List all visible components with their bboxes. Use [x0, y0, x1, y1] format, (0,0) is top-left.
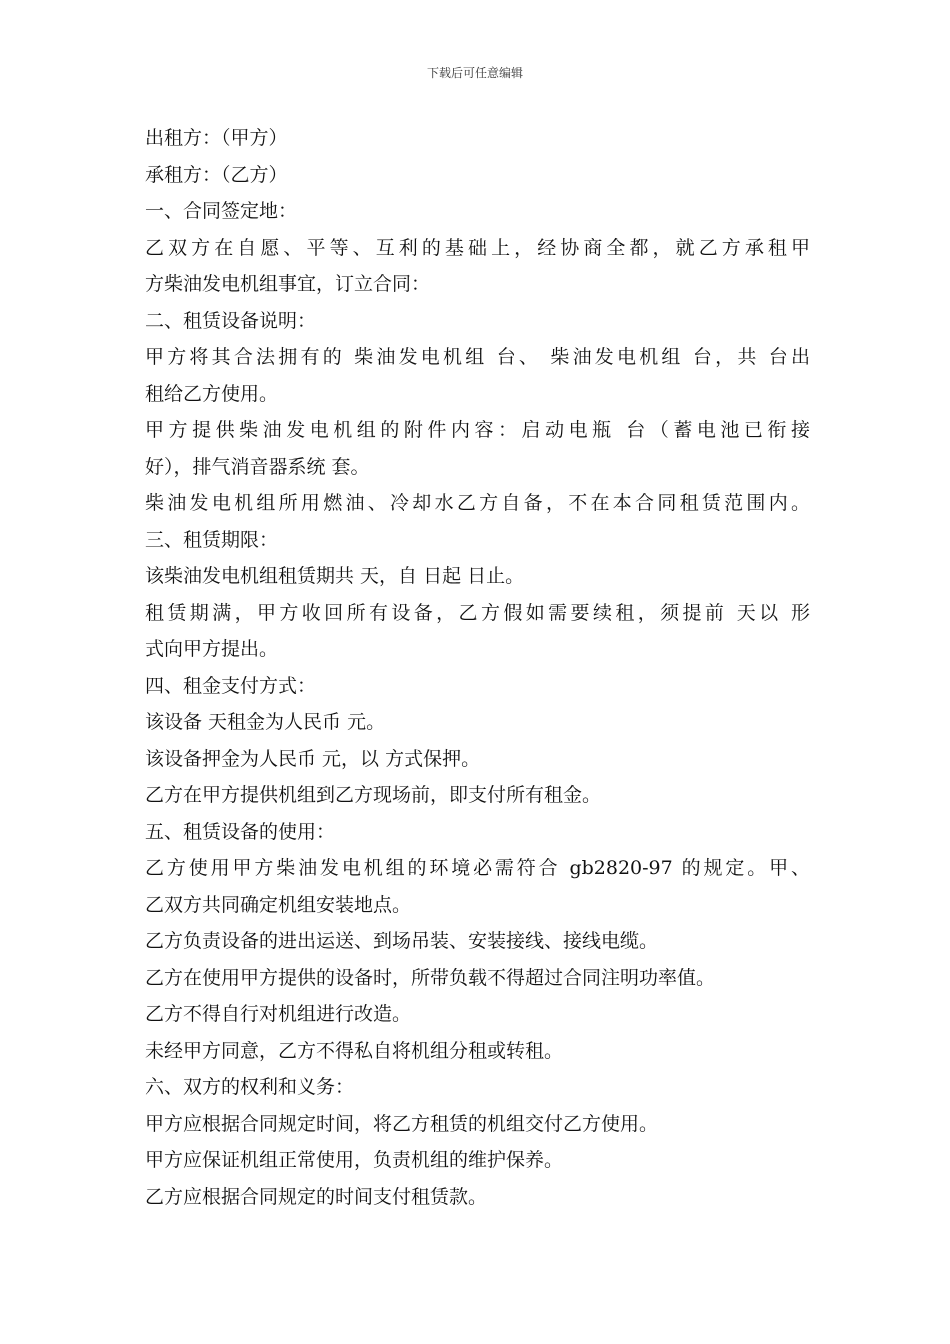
document-line: 乙双方在自愿、平等、互利的基础上，经协商全都，就乙方承租甲 [145, 236, 810, 259]
page-header-note: 下载后可任意编辑 [426, 66, 523, 80]
document-line: 方柴油发电机组事宜，订立合同： [145, 273, 431, 295]
document-line: 租赁期满，甲方收回所有设备，乙方假如需要续租，须提前 天以 形 [145, 601, 810, 624]
document-line: 乙方不得自行对机组进行改造。 [145, 1003, 412, 1025]
document-body [145, 120, 810, 1215]
document-line: 乙方在甲方提供机组到乙方现场前，即支付所有租金。 [145, 784, 602, 806]
document-line: 柴油发电机组所用燃油、冷却水乙方自备，不在本合同租赁范围内。 [145, 492, 810, 514]
section-heading: 三、租赁期限： [145, 528, 279, 551]
document-line: 未经甲方同意，乙方不得私自将机组分租或转租。 [145, 1039, 564, 1062]
document-line: 乙方应根据合同规定的时间支付租赁款。 [145, 1185, 488, 1208]
document-line: 乙双方共同确定机组安装地点。 [145, 893, 412, 916]
document-line: 乙方使用甲方柴油发电机组的环境必需符合 gb2820-97 的规定。甲、 [145, 857, 810, 879]
document-line: 好），排气消音器系统 套。 [145, 455, 370, 478]
document-line: 甲方应根据合同规定时间，将乙方租赁的机组交付乙方使用。 [145, 1112, 659, 1135]
section-heading: 一、合同签定地： [145, 200, 298, 222]
section-heading: 五、租赁设备的使用： [145, 820, 336, 843]
document-line: 乙方在使用甲方提供的设备时，所带负载不得超过合同注明功率值。 [145, 966, 716, 989]
document-line: 式向甲方提出。 [145, 638, 279, 660]
document-line: 乙方负责设备的进出运送、到场吊装、安装接线、接线电缆。 [145, 930, 659, 952]
document-line: 承租方：（乙方） [145, 163, 288, 186]
document-line: 该柴油发电机组租赁期共 天，自 日起 日止。 [145, 565, 525, 587]
document-line: 甲方提供柴油发电机组的附件内容：启动电瓶 台（蓄电池已衔接 [145, 419, 810, 441]
document-line: 甲方应保证机组正常使用，负责机组的维护保养。 [145, 1149, 564, 1171]
document-line: 出租方：（甲方） [145, 127, 288, 149]
section-heading: 四、租金支付方式： [145, 674, 317, 697]
document-line: 租给乙方使用。 [145, 382, 279, 405]
section-heading: 六、双方的权利和义务： [145, 1076, 355, 1098]
document-line: 甲方将其合法拥有的 柴油发电机组 台、 柴油发电机组 台，共 台出 [145, 346, 810, 368]
section-heading: 二、租赁设备说明： [145, 309, 317, 332]
document-line: 该设备 天租金为人民币 元。 [145, 711, 386, 733]
document-line: 该设备押金为人民币 元，以 方式保押。 [145, 747, 481, 770]
